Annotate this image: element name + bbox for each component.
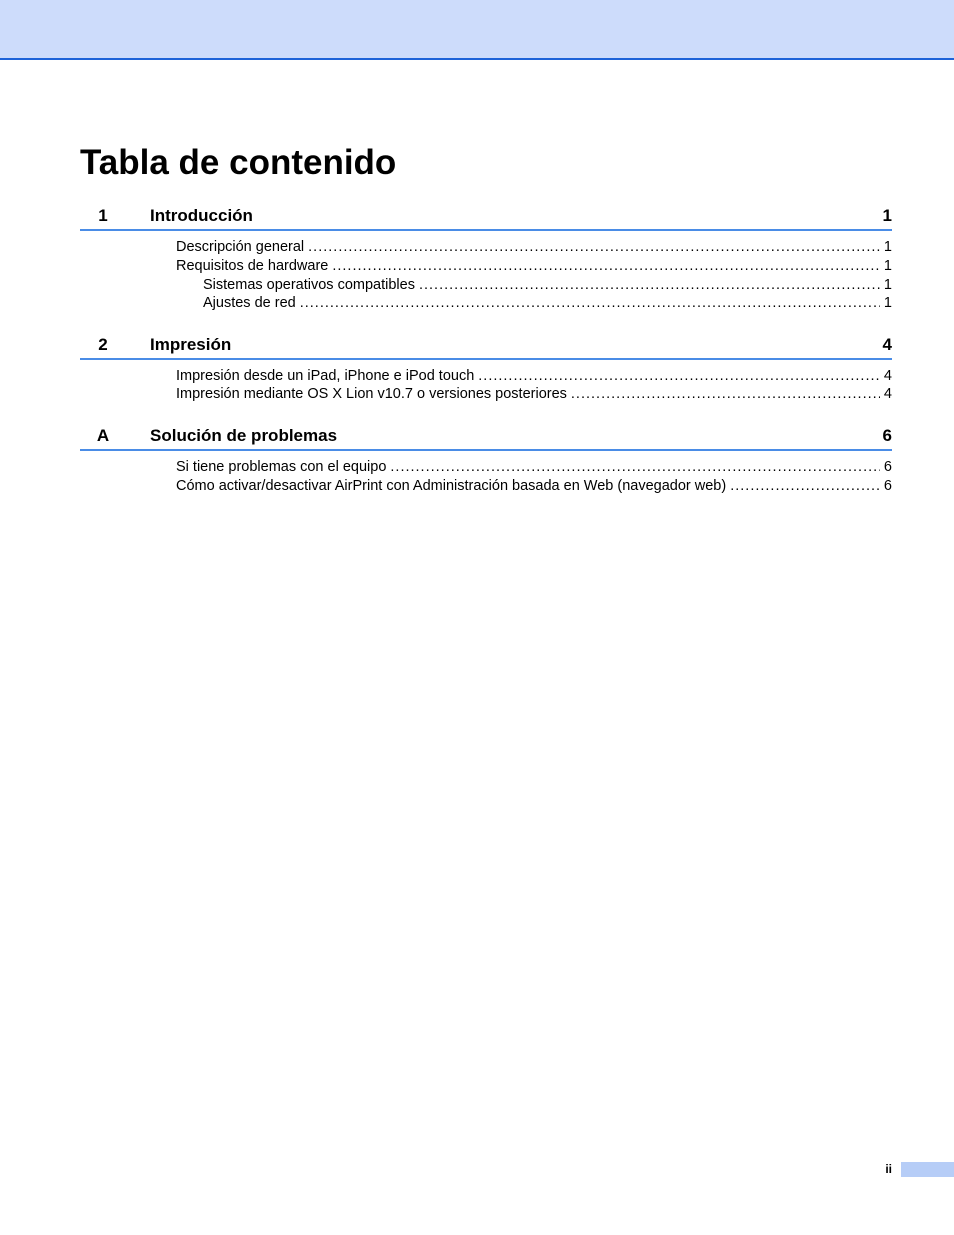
toc-entry-title: Descripción general [176,239,305,255]
dot-leader [571,385,880,403]
toc-entry-page: 4 [883,386,892,402]
dot-leader [332,257,880,275]
toc-entry-title: Sistemas operativos compatibles [203,277,415,293]
page-tab-marker [901,1162,954,1177]
toc-entry-page: 1 [883,277,892,293]
toc-chapter-a[interactable] [80,425,892,451]
toc-entry-impresion-os-x[interactable] [176,385,892,403]
toc-entry-ajustes-de-red[interactable] [203,294,892,312]
chapter-page: 4 [882,335,892,354]
toc-entry-requisitos-de-hardware[interactable] [176,257,892,275]
chapter-number: 2 [98,335,108,354]
chapter-title: Introducción [150,206,253,225]
toc-entry-problemas-equipo[interactable] [176,458,892,476]
dot-leader [419,276,880,294]
chapter-title: Impresión [150,335,232,354]
toc-entry-page: 6 [883,459,892,475]
toc-entry-impresion-ipad[interactable] [176,367,892,385]
toc-entry-title: Si tiene problemas con el equipo [176,459,387,475]
dot-leader [308,238,880,256]
toc-entry-title: Requisitos de hardware [176,258,329,274]
toc-chapter-2[interactable] [80,334,892,360]
toc-entry-title: Cómo activar/desactivar AirPrint con Administración basada en Web (navegador web) [176,478,727,494]
dot-leader [478,367,880,385]
chapter-page: 1 [882,206,892,225]
chapter-number: 1 [98,206,108,225]
dot-leader [730,477,880,495]
dot-leader [300,294,880,312]
chapter-number: A [96,426,110,445]
page-title: Tabla de contenido [80,143,397,182]
toc-entry-page: 1 [883,239,892,255]
toc-entry-activar-airprint[interactable] [176,477,892,495]
toc-entry-page: 1 [883,295,892,311]
toc-entry-title: Impresión mediante OS X Lion v10.7 o versiones posteriores [176,386,567,402]
dot-leader [390,458,880,476]
toc-entry-title: Impresión desde un iPad, iPhone e iPod touch [176,368,475,384]
toc-entry-title: Ajustes de red [203,295,296,311]
toc-entry-descripcion-general[interactable] [176,238,892,256]
toc-entry-page: 4 [883,368,892,384]
chapter-title: Solución de problemas [150,426,338,445]
chapter-page: 6 [882,426,892,445]
toc-entry-page: 6 [883,478,892,494]
header-band [0,0,954,60]
toc-chapter-1[interactable] [80,205,892,231]
page-number: ii [885,1162,892,1176]
toc-entry-sistemas-operativos[interactable] [203,276,892,294]
toc-entry-page: 1 [883,258,892,274]
